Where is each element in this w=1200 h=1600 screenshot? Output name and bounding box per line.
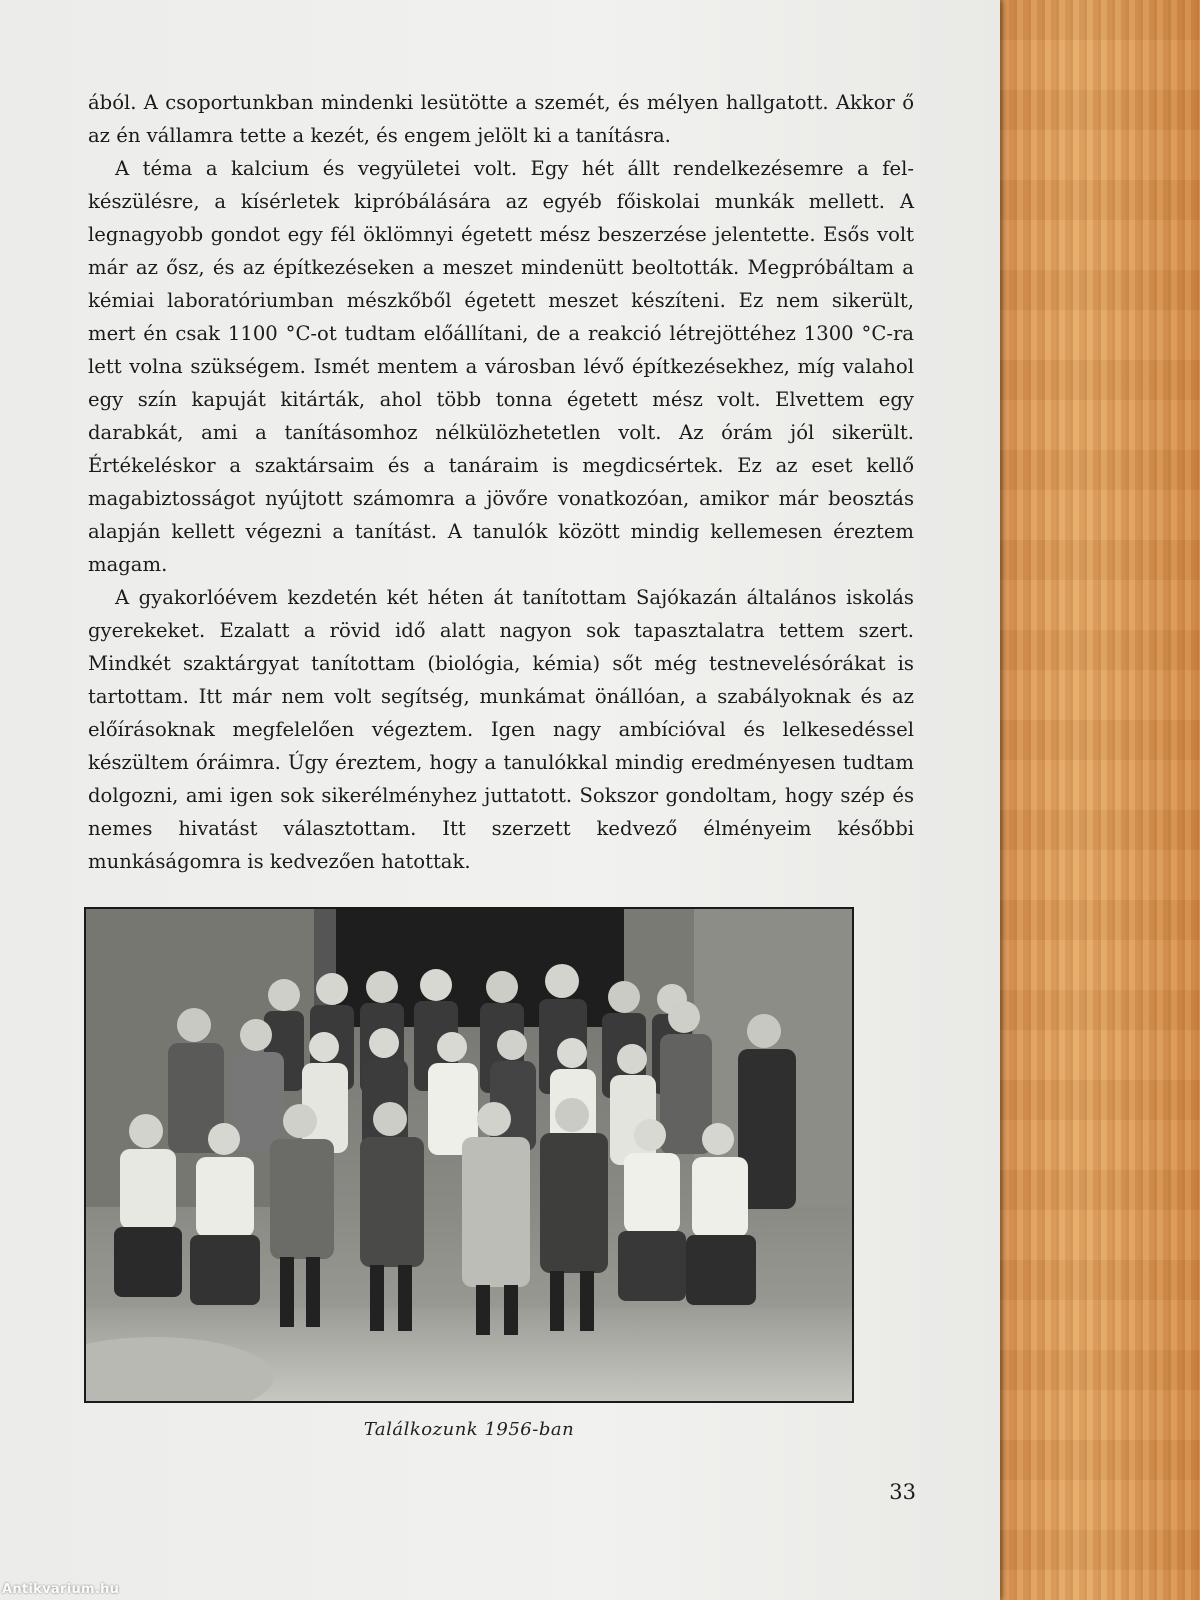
body-text — [88, 86, 914, 878]
paragraph-1: ából. A csoportunkban mindenki lesütötte a szemét, és mélyen hallgatott. Akkor ő az én vállamra tette a kezét, és engem jelölt ki a tanításra. — [88, 91, 914, 147]
wooden-table-background — [1000, 0, 1200, 1600]
photo-caption: Találkozunk 1956-ban — [363, 1419, 575, 1440]
watermark: Antikvarium.hu — [2, 1582, 120, 1597]
group-photo — [84, 907, 854, 1403]
page-number: 33 — [889, 1480, 916, 1504]
paragraph-3: A gyakorlóévem kezdetén két héten át tanítottam Sajókazán általános iskolás gyerekeket. Ezalatt a rövid idő alatt nagyon sok tapasztalatra tettem szert. Mindkét szaktárgyat tanítottam (biológia, kémia) sőt még testnevelésórákat is tartottam. Itt már nem volt segítség, munkámat önállóan, a szabályoknak és az előírásoknak megfelelően végeztem. Igen nagy ambícióval és lelkesedéssel készültem óráimra. Úgy éreztem, hogy a tanulókkal mindig eredményesen tudtam dolgozni, ami igen sok sikerélményhez juttatott. Sokszor gondoltam, hogy szép és nemes hivatást választottam. Itt szerzett kedvező élményeim későbbi munkáságomra is kedvezően hatottak. — [88, 586, 914, 873]
paragraph-2: A téma a kalcium és vegyületei volt. Egy hét állt rendelkezésemre a felkészülésre, a kísérletek kipróbálására az egyéb főiskolai munkák mellett. A legnagyobb gondot egy fél öklömnyi égetett mész beszerzése jelentette. Esős volt már az ősz, és az építkezéseken a meszet mindenütt beoltották. Megpróbáltam a kémiai laboratóriumban mészkőből égetett meszet készíteni. Ez nem sikerült, mert én csak 1100 °C-ot tudtam előállítani, de a reakció létrejöttéhez 1300 °C-ra lett volna szükségem. Ismét mentem a városban lévő építkezésekhez, míg valahol egy szín kapuját kitárták, ahol több tonna égetett mész volt. Elvettem egy darabkát, ami a tanításomhoz nélkülözhetetlen volt. Az órám jól sikerült. Értékeléskor a szaktársaim és a tanáraim is megdicsértek. Ez az eset kellő magabiztosságot nyújtott számomra a jövőre vonatkozóan, amikor már beosztás alapján kellett végezni a tanítást. A tanulók között mindig kellemesen éreztem magam. — [88, 157, 914, 576]
